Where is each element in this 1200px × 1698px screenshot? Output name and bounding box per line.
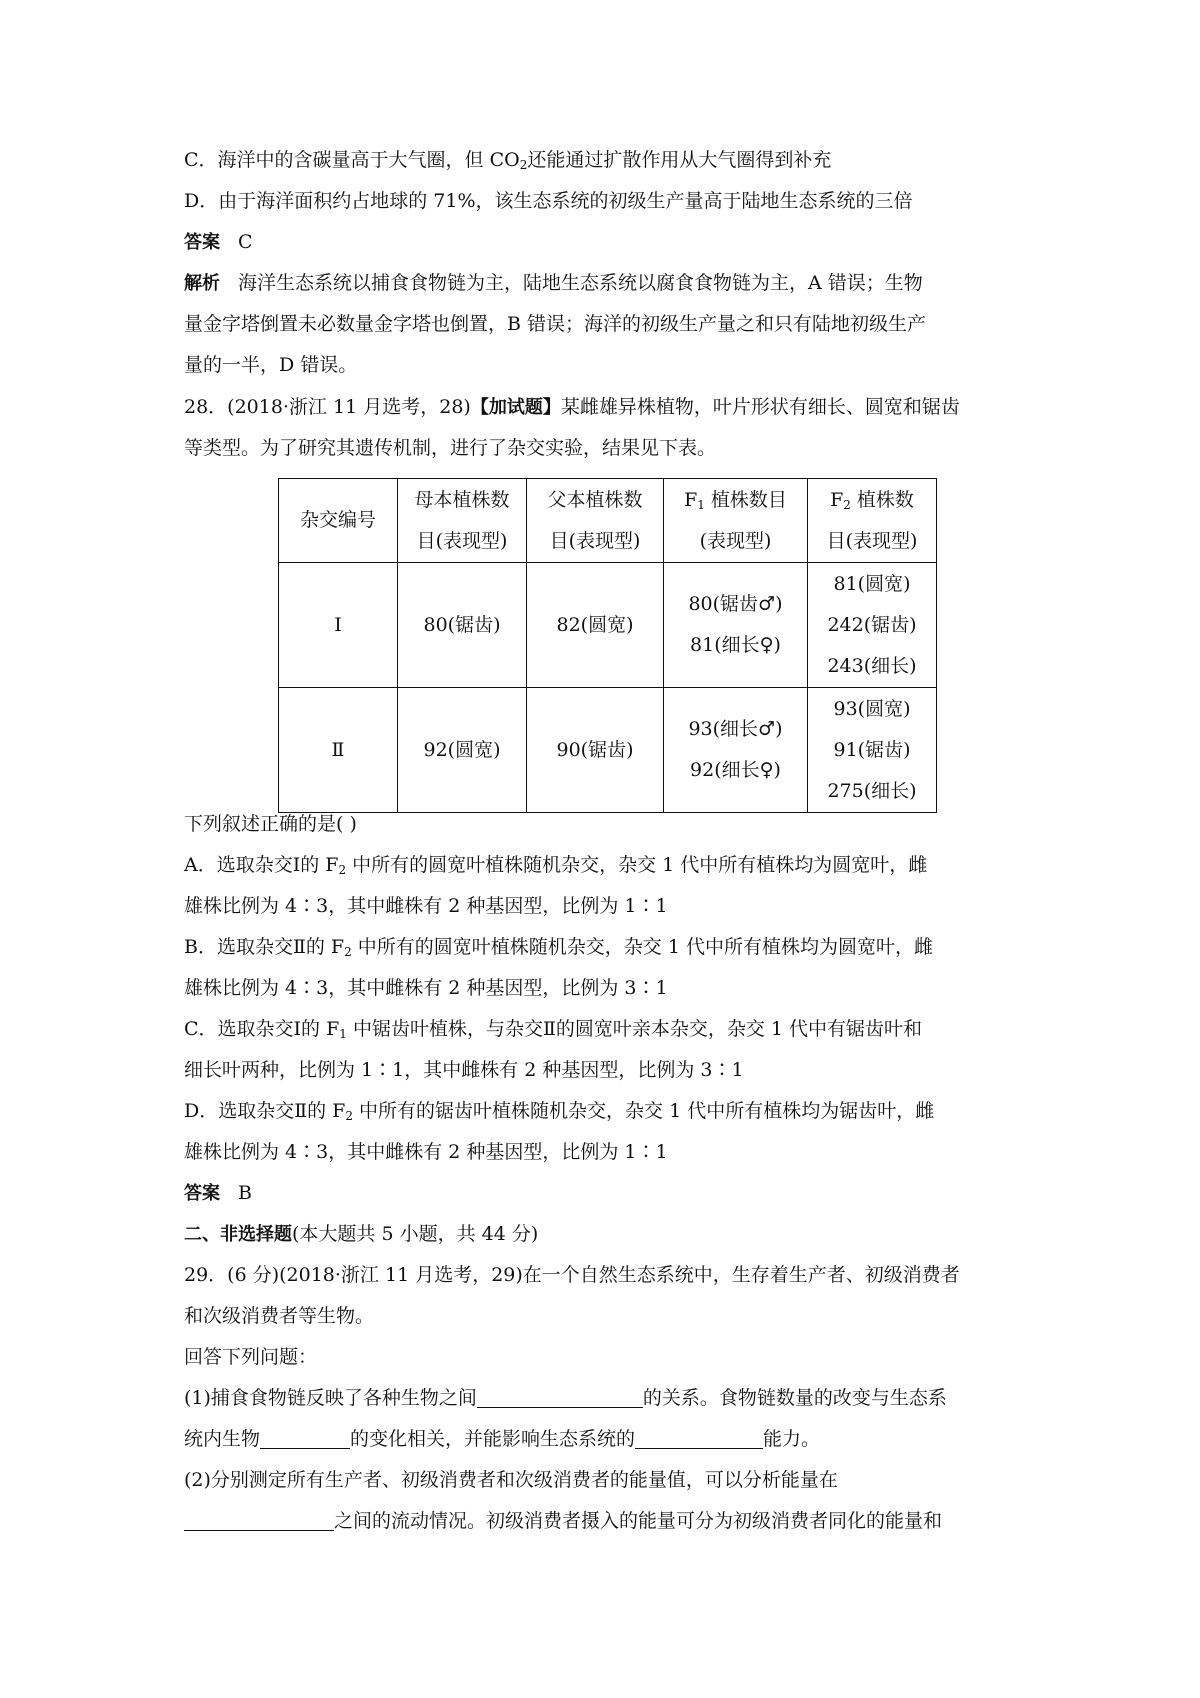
analysis-text: 海洋生态系统以捕食食物链为主，陆地生态系统以腐食食物链为主，A 错误；生物 [238, 272, 923, 294]
q28-option-d-line-1: D．选取杂交Ⅱ的 $F_2$ 中所有的锯齿叶植株随机杂交，杂交 1 代中所有植株均为锯齿叶，雌 [184, 1100, 935, 1123]
analysis-line-1 [184, 269, 923, 298]
option-c-line [184, 146, 831, 174]
q28-stem: 某雌雄异株植物，叶片形状有细长、圆宽和锯齿 [560, 396, 960, 418]
q28-question: 下列叙述正确的是( ) [184, 813, 357, 835]
analysis-label: 解析 [184, 273, 220, 294]
q28-option-d-line-2: 雄株比例为 4∶3，其中雌株有 2 种基因型，比例为 1∶1 [184, 1141, 668, 1163]
q28-option-c-line-2: 细长叶两种，比例为 1∶1，其中雌株有 2 种基因型，比例为 3∶1 [184, 1059, 744, 1081]
cell-cross-id: Ⅰ [279, 563, 398, 688]
q28-option-b-line-2: 雄株比例为 4∶3，其中雌株有 2 种基因型，比例为 3∶1 [184, 977, 668, 999]
q28-answer-line [184, 1179, 252, 1208]
q29-part2-line-2: 之间的流动情况。初级消费者摄入的能量可分为初级消费者同化的能量和 [184, 1507, 942, 1535]
q28-tag: 【加试题】 [470, 397, 561, 418]
fill-blank[interactable] [477, 1387, 643, 1408]
header-mother: 母本植株数 目(表现型) [398, 479, 527, 563]
q29-line-3: 回答下列问题： [184, 1346, 318, 1368]
section-heading [184, 1220, 538, 1249]
answer-label: 答案 [184, 1183, 220, 1204]
header-cross-id: 杂交编号 [279, 479, 398, 563]
cell-f2: 93(圆宽) 91(锯齿) 275(细长) [808, 688, 937, 813]
table-row [279, 688, 937, 813]
header-father: 父本植株数 目(表现型) [527, 479, 664, 563]
section-note: (本大题共 5 小题，共 44 分) [292, 1223, 539, 1245]
cell-mother: 80(锯齿) [398, 563, 527, 688]
option-text: 还能通过扩散作用从大气圈得到补充 [527, 149, 832, 171]
q28-option-a-line-2: 雄株比例为 4∶3，其中雌株有 2 种基因型，比例为 1∶1 [184, 895, 668, 917]
q29-part1-line-1: (1)捕食食物链反映了各种生物之间 的关系。食物链数量的改变与生态系 [184, 1387, 947, 1409]
q29-line-2: 和次级消费者等生物。 [184, 1305, 375, 1327]
analysis-line-2: 量金字塔倒置未必数量金字塔也倒置，B 错误；海洋的初级生产量之和只有陆地初级生产 [184, 313, 927, 335]
q28-option-a-line-1: A．选取杂交Ⅰ的 $F_2$ 中所有的圆宽叶植株随机杂交，杂交 1 代中所有植株均为圆宽叶，雌 [184, 854, 928, 877]
header-f2: $F_2$ 植株数 目(表现型) [808, 479, 937, 563]
answer-line [184, 228, 253, 257]
q28-option-b-line-1: B．选取杂交Ⅱ的 $F_2$ 中所有的圆宽叶植株随机杂交，杂交 1 代中所有植株均为圆宽叶，雌 [184, 936, 933, 959]
cell-cross-id: Ⅱ [279, 688, 398, 813]
table-header-row [279, 479, 937, 563]
cell-f2: 81(圆宽) 242(锯齿) 243(细长) [808, 563, 937, 688]
answer-value: B [238, 1182, 252, 1204]
q28-stem-line-2: 等类型。为了研究其遗传机制，进行了杂交实验，结果见下表。 [184, 437, 717, 459]
cell-father: 82(圆宽) [527, 563, 664, 688]
analysis-line-3: 量的一半，D 错误。 [184, 354, 358, 376]
fill-blank[interactable] [260, 1428, 350, 1449]
fill-blank[interactable] [635, 1428, 763, 1449]
q28-stem-line-1 [184, 393, 960, 422]
q29-line-1: 29．(6 分)(2018·浙江 11 月选考，29)在一个自然生态系统中，生存着生产者、初级消费者 [184, 1264, 960, 1286]
option-d-line: D．由于海洋面积约占地球的 71%，该生态系统的初级生产量高于陆地生态系统的三倍 [184, 190, 913, 212]
q29-part2-line-1: (2)分别测定所有生产者、初级消费者和次级消费者的能量值，可以分析能量在 [184, 1469, 838, 1491]
table-row [279, 563, 937, 688]
cell-f1: 80(锯齿♂) 81(细长♀) [664, 563, 808, 688]
header-f1: $F_1$ 植株数目 (表现型) [664, 479, 808, 563]
q29-part1-line-2: 统内生物 的变化相关，并能影响生态系统的 能力。 [184, 1428, 821, 1450]
cell-father: 90(锯齿) [527, 688, 664, 813]
q28-source: 28．(2018·浙江 11 月选考，28) [184, 396, 471, 418]
cross-results-table [278, 478, 937, 813]
cell-mother: 92(圆宽) [398, 688, 527, 813]
answer-label: 答案 [184, 232, 220, 253]
answer-value: C [238, 231, 253, 253]
option-text: C．海洋中的含碳量高于大气圈，但 CO [184, 149, 520, 171]
section-title: 二、非选择题 [184, 1224, 292, 1245]
fill-blank[interactable] [184, 1510, 334, 1531]
cell-f1: 93(细长♂) 92(细长♀) [664, 688, 808, 813]
subscript: 2 [519, 158, 528, 172]
q28-option-c-line-1: C．选取杂交Ⅰ的 $F_1$ 中锯齿叶植株，与杂交Ⅱ的圆宽叶亲本杂交，杂交 1 代中有锯齿叶和 [184, 1018, 923, 1041]
